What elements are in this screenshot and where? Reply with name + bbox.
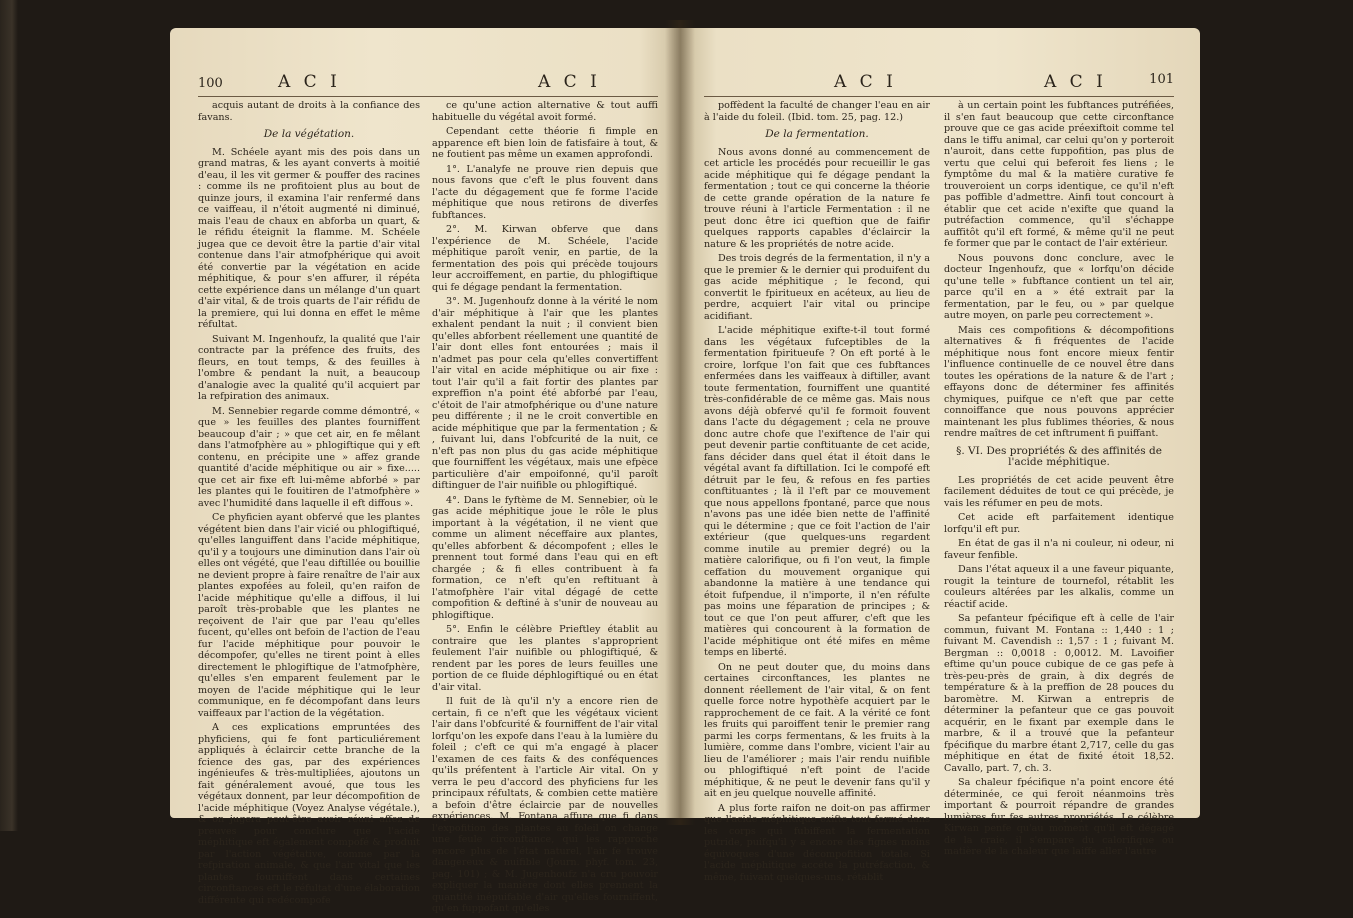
paragraph: acquis autant de droits à la confiance des favans. (198, 100, 420, 123)
paragraph: Cependant cette théorie fi fimple en apparence eft bien loin de fatisfaire à tout, & ne foutient pas même un examen approfondi. (432, 126, 658, 160)
paragraph: Cet acide eft parfaitement identique lorfqu'il eft pur. (944, 512, 1174, 535)
paragraph: Sa chaleur fpécifique n'a point encore été déterminée, ce qui feroit néanmoins très important & pourroit répandre de grandes lumières fur fes autres propriétés. Le célèbre Kirwan penfe qu'au moment qu'il eft dégagé de la craie, il s'empare du calorifique ou matière de la chaleur que laiffe aller l'autre (944, 777, 1174, 857)
paragraph: 2°. M. Kirwan obferve que dans l'expérience de M. Schéele, l'acide méphitique paroît venir, en partie, de la fermentation des pois qui précède toujours leur accroiffement, en partie, du phlogiftique qui fe dégage pendant la fermentation. (432, 224, 658, 293)
right-page (680, 28, 1200, 883)
paragraph: à un certain point les fubftances putréfiées, il s'en faut beaucoup que cette circonftance prouve que ce gas acide préexiftoit comme tel dans le tiffu animal, car celui qu'on y porteroit n'auroit, dans cette fuppofition, pas plus de vertu que celui qui beferoit fes liens ; le fymptôme du mal & la matière curative fe trouveroient un corps identique, ce qu'il n'eft pas poffible d'admettre. Ainfi tout concourt à établir que cet acide n'exifte que quand la putréfaction commence, qu'il s'échappe auffitôt qu'il eft formé, & même qu'il ne peut fe former que par le contact de l'air extérieur. (944, 100, 1174, 249)
paragraph: Suivant M. Ingenhoufz, la qualité que l'air contracte par la préfence des fruits, des fleurs, en tout temps, & des feuilles à l'ombre & pendant la nuit, a beaucoup d'analogie avec la qualité qu'il acquiert par la refpiration des animaux. (198, 333, 420, 402)
page-number: 101 (1149, 72, 1174, 87)
right-page-header (704, 72, 1174, 94)
paragraph: M. Sennebier regarde comme démontré, « que » les feuilles des plantes fourniffent beaucoup d'air ; » que cet air, en fe mêlant dans l'atmofphère au » phlogiftique qui y eft contenu, en précipite une » affez grande quantité d'acide méphitique ou air » fixe..... que cet air fixe eft lui-même abforbé » par les plantes qui le fouitiren de l'atmofphère » avec l'humidité dans laquelle il eft diffous ». (198, 405, 420, 509)
paragraph: On ne peut douter que, du moins dans certaines circonftances, les plantes ne donnent réellement de l'air vital, & on fent quelle force notre hypothèfe acquiert par le rapprochement de ce fait. A la vérité ce font les fruits qui paroiffent tenir le premier rang parmi les corps fermentans, & les fruits à la lumière, comme dans l'ombre, vicient l'air au lieu de l'améliorer ; mais l'air rendu nuifible ou phlogiftiqué n'eft point de l'acide méphitique, & ne peut le devenir fans qu'il y ait en jeu quelque nouvelle affinité. (704, 661, 930, 799)
paragraph: ce qu'une action alternative & tout auffi habituelle du végétal avoit formé. (432, 100, 658, 123)
section-title: §. VI. Des propriétés & des affinités de l'acide méphitique. (956, 444, 1162, 468)
section-heading: De la végétation. (263, 128, 355, 140)
paragraph: Nous pouvons donc conclure, avec le docteur Ingenhoufz, que « lorfqu'on décide qu'une telle » fubftance contient un tel air, parce qu'il en a » été extrait par la fermentation, par le feu, ou » par quelque autre moyen, on parle peu correctement ». (944, 252, 1174, 321)
paragraph: A plus forte raifon ne doit-on pas affirmer que l'acide méphitique exifte tout formé dans les corps qui fubiffent la fermentation putride, puifqu'il y a encore des fignes moins équivoques d'une décompofition totale. Si l'acide méphitique accéte la putréfaction, & même, fuivant quelques-uns, rétablit (704, 802, 930, 883)
running-head-secondary: A C I (834, 72, 897, 92)
right-column-1 (704, 100, 930, 886)
paragraph: Mais ces compofitions & décompofitions alternatives & fi fréquentes de l'acide méphitique nous font encore mieux fentir l'influence continuelle de ce nouvel être dans toutes les opérations de la nature & de l'art ; effayons donc de déterminer fes affinités chymiques, puifque ce n'eft que par cette connoiffance que nous pouvons apprécier maintenant les plus fublimes théories, & nous rendre maîtres de cet inftrument fi puiffant. (944, 324, 1174, 439)
book-gutter (665, 20, 695, 825)
paragraph: Sa pefanteur fpécifique eft à celle de l'air commun, fuivant M. Fontana :: 1,440 : 1 ; fuivant M. Cavendish :: 1,57 : 1 ; fuivant M. Bergman :: 0,0018 : 0,0012. M. Lavoifier eftime qu'un pouce cubique de ce gas pefe à très-peu-près de grain, à dix degrés de température & à la preffion de 28 pouces du baromètre. M. Kirwan a entrepris de déterminer la pefanteur que ce gas pouvoit acquérir, en le fixant par exemple dans le marbre, & il a trouvé que la pefanteur fpécifique du marbre étant 2,717, celle du gas méphitique en état de fixité étoit 18,52. Cavallo, part. 7, ch. 3. (944, 613, 1174, 774)
paragraph: Il fuit de là qu'il n'y a encore rien de certain, fi ce n'eft que les végétaux vicient l'air dans l'obfcurité & fourniffent de l'air vital lorfqu'on les expofe dans l'eau à la lumière du foleil ; c'eft ce qui m'a engagé à placer l'examen de ces faits & des conféquences qu'ils préfentent à l'article Air vital. On y verra le peu d'accord des phyficiens fur les principaux réfultats, & combien cette matière a befoin d'être éclaircie par de nouvelles expériences. M. Fontana affure que fi dans l'expofition des plantes au foleil on change une feule circonftance, qui les rapproche encore plus de l'état naturel, l'air fe trouve dangereux & nuifible (Journ. phyf. tom. 23, pag. 101) ; & M. Jugenhoufz n'a cru pouvoir expliquer la manière dont elles prennent la quantité inépuifable d'air qu'elles fourniffent, qu'en fuppofant qu'elles (432, 696, 658, 914)
header-rule (704, 96, 1174, 97)
running-head-secondary: A C I (538, 72, 601, 92)
running-head: A C I (278, 72, 341, 92)
right-column-2 (944, 100, 1174, 861)
paragraph: 5°. Enfin le célèbre Prieftley établit au contraire que les plantes s'approprient feulement l'air nuifible ou phlogiftiqué, & rendent par les pores de leurs feuilles une portion de ce fluide déphlogiftiqué ou en état d'air vital. (432, 624, 658, 693)
paragraph: Ce phyficien ayant obfervé que les plantes végétent bien dans l'air vicié ou phlogiftiqué, qu'elles languiffent dans l'acide méphitique, qu'il y a toujours une diminution dans l'air où elles ont végété, que l'eau diftillée ou bouillie ne devient propre à faire renaître de l'air aux plantes expofées au foleil, qu'en raifon de l'acide méphitique qu'elle a diffous, il lui paroît très-probable que les plantes ne reçoivent de l'air que par l'eau qu'elles fucent, qu'elles ont befoin de l'action de l'eau fur l'acide méphitique pour pouvoir le décompofer, qu'elles ne tirent point à elles directement le phlogiftique de l'atmofphère, qu'elles s'en emparent feulement par le moyen de l'acide méphitique qui le leur communique, en fe décompofant dans leurs vaiffeaux par l'action de la végétation. (198, 512, 420, 719)
header-rule (198, 96, 658, 97)
running-head: A C I (1044, 72, 1107, 92)
paragraph: M. Schéele ayant mis des pois dans un grand matras, & les ayant converts à moitié d'eau, il les vit germer & pouffer des racines : comme ils ne profitoient plus au bout de quinze jours, il examina l'air renfermé dans ce vaiffeau, il n'étoit augmenté ni diminué, mais l'eau de chaux en abforba un quart, & le réfidu éteignit la flamme. M. Schéele jugea que ce devoit être la partie d'air vital contenue dans l'air atmofphérique qui avoit été convertie par la végétation en acide méphitique, & pour s'en affurer, il répéta cette expérience dans un mélange d'un quart d'air vital, & de trois quarts de l'air réfidu de la premiere, qui lui donna en effet le même réfultat. (198, 146, 420, 330)
paragraph: 3°. M. Jugenhoufz donne à la vérité le nom d'air méphitique à l'air que les plantes exhalent pendant la nuit ; il convient bien qu'elles abforbent réellement une quantité de l'air dont elles font entourées ; mais il n'admet pas pour cela qu'elles convertiffent l'air vital en acide méphitique ou air fixe : tout l'air qu'il a fait fortir des plantes par expreffion n'a point été abforbé par l'eau, c'étoit de l'air atmofphérique ou d'une nature peu différente ; il ne le croit convertible en acide méphitique que par la fermentation ; & , fuivant lui, dans l'obfcurité de la nuit, ce n'eft pas non plus du gas acide méphitique que fourniffent les végétaux, mais une efpèce particulière d'air empoifonné, qu'il paroît diftinguer de l'air nuifible ou phlogiftiqué. (432, 296, 658, 491)
paragraph: A ces explications empruntées des phyficiens, qui fe font particuliérement appliqués à éclaircir cette branche de la fcience des gas, par des expériences ingénieufes & très-multipliées, ajoutons un fait généralement avoué, que tous les végétaux donnent, par leur décompofition de l'acide méphitique (Voyez Analyse végétale.), & on jugera peut-être avoir réuni affez de preuves pour conclure que l'acide méphitique eft également compofé & produit par l'action végétative, comme par la refpiration animale, & que l'air vital que les plantes fourniffent dans certaines circonftances eft le réfultat d'une élaboration différente qui redécompofe (198, 722, 420, 906)
left-column-1 (198, 100, 420, 909)
paragraph: En état de gas il n'a ni couleur, ni odeur, ni faveur fenfible. (944, 538, 1174, 561)
left-column-2 (432, 100, 658, 918)
paragraph: L'acide méphitique exifte-t-il tout formé dans les végétaux fufceptibles de la fermentation fpiritueufe ? On eft porté à le croire, lorfque l'on fait que ces fubftances enfermées dans les vaiffeaux à diftiller, avant toute fermentation, fourniffent une quantité très-confidérable de ce même gas. Mais nous avons déjà obfervé qu'il fe formoit fouvent dans l'acte du dégagement ; cela ne prouve donc autre chofe que l'exiftence de l'air qui peut devenir partie conftituante de cet acide, fans décider dans quel état il étoit dans le végétal avant fa diftillation. Ici le compofé eft détruit par le feu, & refous en fes parties conftituantes ; là il l'eft par ce mouvement que nous appellons fpontané, parce que nous n'avons pas une idée bien nette de l'affinité qui le détermine ; que ce foit l'action de l'air extérieur (que quelques-uns regardent comme inutile au premier degré) ou la matière calorifique, ou fi l'on veut, la fimple ceffation du mouvement organique qui abandonne la matière à une tendance qui étoit fufpendue, il n'importe, il n'en réfulte pas moins une féparation de principes ; & tout ce que l'on peut affurer, c'eft que les matières qui concourent à la formation de l'acide méphitique ont été mifes en même temps en liberté. (704, 325, 930, 658)
left-page (170, 28, 680, 914)
paragraph: Nous avons donné au commencement de cet article les procédés pour recueillir le gas acide méphitique qui fe dégage pendant la fermentation ; tout ce qui concerne la théorie de cette grande opération de la nature fe trouve réuni à l'article Fermentation : il ne peut donc être ici queftion que de faifir quelques rapports capables d'éclaircir la nature & les propriétés de notre acide. (704, 146, 930, 250)
section-heading: De la fermentation. (765, 128, 869, 140)
paragraph: Dans l'état aqueux il a une faveur piquante, rougit la teinture de tournefol, rétablit les couleurs altérées par les alkalis, comme un réactif acide. (944, 564, 1174, 610)
paragraph: poffèdent la faculté de changer l'eau en air à l'aide du foleil. (Ibid. tom. 25, pag. 12.) (704, 100, 930, 123)
paragraph: 1°. L'analyfe ne prouve rien depuis que nous favons que c'eft le plus fouvent dans l'acte du dégagement que fe forme l'acide méphitique que nous retirons de diverfes fubftances. (432, 163, 658, 221)
paragraph: Les propriétés de cet acide peuvent être facilement déduites de tout ce qui précède, je vais les réfumer en peu de mots. (944, 474, 1174, 509)
paragraph: Des trois degrés de la fermentation, il n'y a que le premier & le dernier qui produifent du gas acide méphitique ; le fecond, qui convertit le fpiritueux en acéteux, au lieu de perdre, acquiert l'air vital ou principe acidifiant. (704, 253, 930, 322)
page-number: 100 (198, 76, 223, 91)
left-page-header (198, 72, 658, 94)
paragraph: 4°. Dans le fyftème de M. Sennebier, où le gas acide méphitique joue le rôle le plus important à la végétation, il ne vient que comme un aliment néceffaire aux plantes, qu'elles abforbent & décompofent ; elles le prennent tout formé dans l'eau qui en eft chargée ; & fi elles contribuent à fa formation, ce n'eft qu'en reftituant à l'atmofphère l'air vital dégagé de cette compofition & deftiné à s'unir de nouveau au phlogiftique. (432, 494, 658, 621)
